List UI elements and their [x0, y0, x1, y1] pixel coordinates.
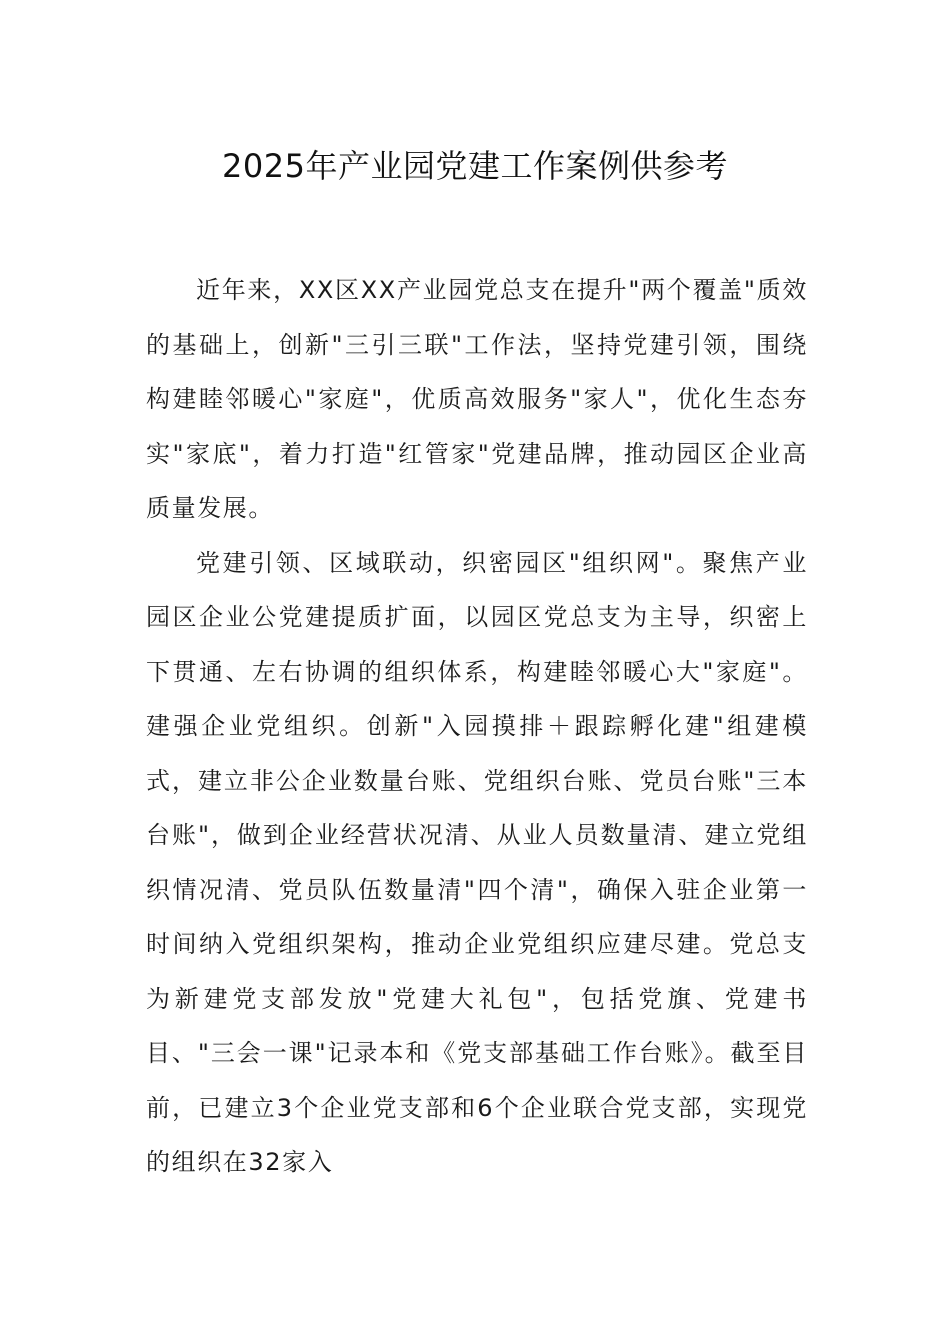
document-title: 2025年产业园党建工作案例供参考	[222, 147, 728, 185]
document-body	[146, 263, 808, 1190]
paragraph-intro: 近年来，XX区XX产业园党总支在提升"两个覆盖"质效的基础上，创新"三引三联"工作法，坚持党建引领，围绕构建睦邻暖心"家庭"，优质高效服务"家人"，优化生态夯实"家底"，着力打造"红管家"党建品牌，推动园区企业高质量发展。	[146, 276, 808, 522]
paragraph-organization-network: 党建引领、区域联动，织密园区"组织网"。聚焦产业园区企业公党建提质扩面，以园区党总支为主导，织密上下贯通、左右协调的组织体系，构建睦邻暖心大"家庭"。建强企业党组织。创新"入园摸排＋跟踪孵化建"组建模式，建立非公企业数量台账、党组织台账、党员台账"三本台账"，做到企业经营状况清、从业人员数量清、建立党组织情况清、党员队伍数量清"四个清"，确保入驻企业第一时间纳入党组织架构，推动企业党组织应建尽建。党总支为新建党支部发放"党建大礼包"，包括党旗、党建书目、"三会一课"记录本和《党支部基础工作台账》。截至目前，已建立3个企业党支部和6个企业联合党支部，实现党的组织在32家入	[146, 548, 808, 1176]
